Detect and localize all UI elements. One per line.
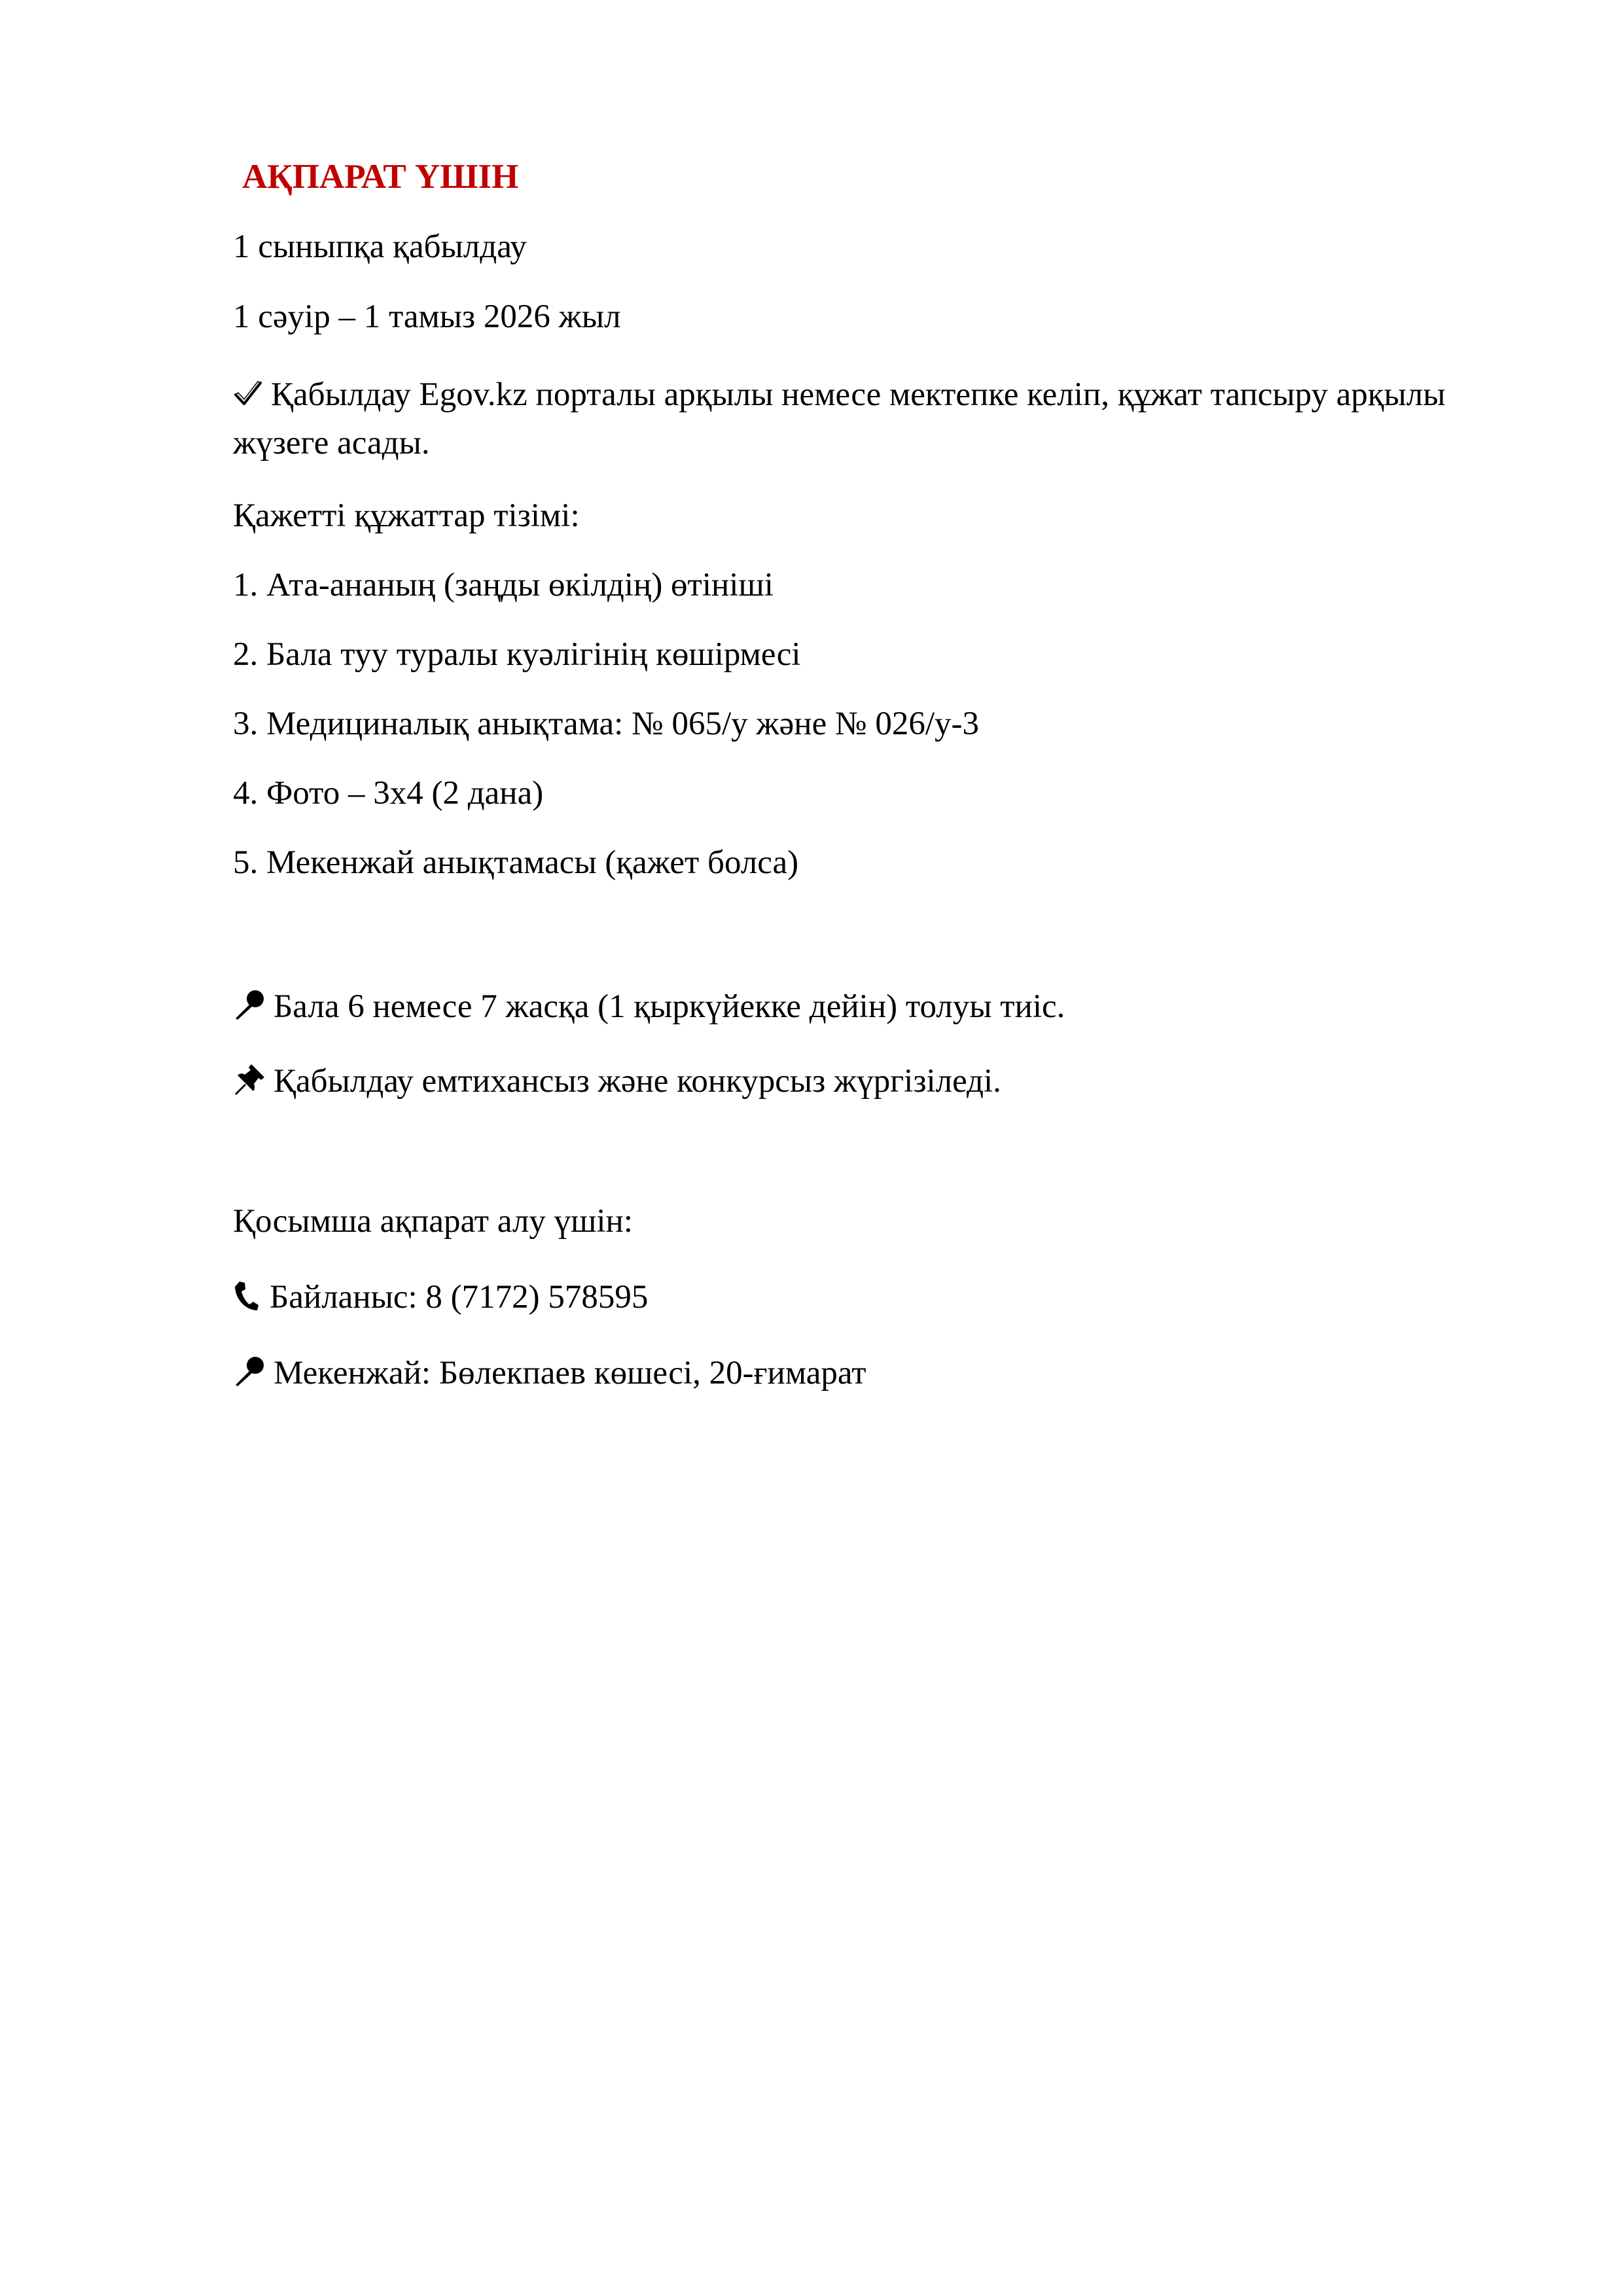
contact-heading: Қосымша ақпарат алу үшін: — [233, 1203, 633, 1240]
round-pushpin-icon — [233, 1355, 266, 1388]
check-icon — [233, 379, 263, 409]
contact-address — [233, 1352, 866, 1394]
document-item: 2. Бала туу туралы куәлігінің көшірмесі — [233, 636, 801, 673]
page-title: АҚПАРАТ ҮШІН — [242, 158, 519, 196]
note-age — [233, 986, 1065, 1028]
pushpin-icon — [233, 1063, 266, 1096]
document-item: 4. Фото – 3х4 (2 дана) — [233, 775, 544, 812]
admission-period: 1 сәуір – 1 тамыз 2026 жыл — [233, 298, 621, 335]
note-age-text: Бала 6 немесе 7 жасқа (1 қыркүйекке дейін) толуы тиіс. — [274, 988, 1065, 1025]
intro-text: Қабылдау Egov.kz порталы арқылы немесе мектепке келіп, құжат тапсыру арқылы жүзеге асады. — [233, 376, 1446, 461]
document-item: 1. Ата-ананың (заңды өкілдің) өтініші — [233, 567, 774, 603]
note-no-exam — [233, 1060, 1001, 1102]
contact-address-text: Мекенжай: Бөлекпаев көшесі, 20-ғимарат — [274, 1355, 866, 1391]
contact-phone — [233, 1276, 648, 1318]
round-pushpin-icon — [233, 988, 266, 1021]
phone-icon — [233, 1280, 262, 1312]
document-item: 5. Мекенжай анықтамасы (қажет болса) — [233, 844, 799, 881]
admission-heading: 1 сыныпқа қабылдау — [233, 228, 527, 265]
document-item: 3. Медициналық анықтама: № 065/у және № 026/у-3 — [233, 706, 980, 742]
documents-heading: Қажетті құжаттар тізімі: — [233, 497, 580, 534]
note-no-exam-text: Қабылдау емтихансыз және конкурсыз жүргізіледі. — [274, 1063, 1001, 1100]
contact-phone-text: Байланыс: 8 (7172) 578595 — [270, 1279, 649, 1316]
intro-paragraph — [233, 370, 1529, 467]
